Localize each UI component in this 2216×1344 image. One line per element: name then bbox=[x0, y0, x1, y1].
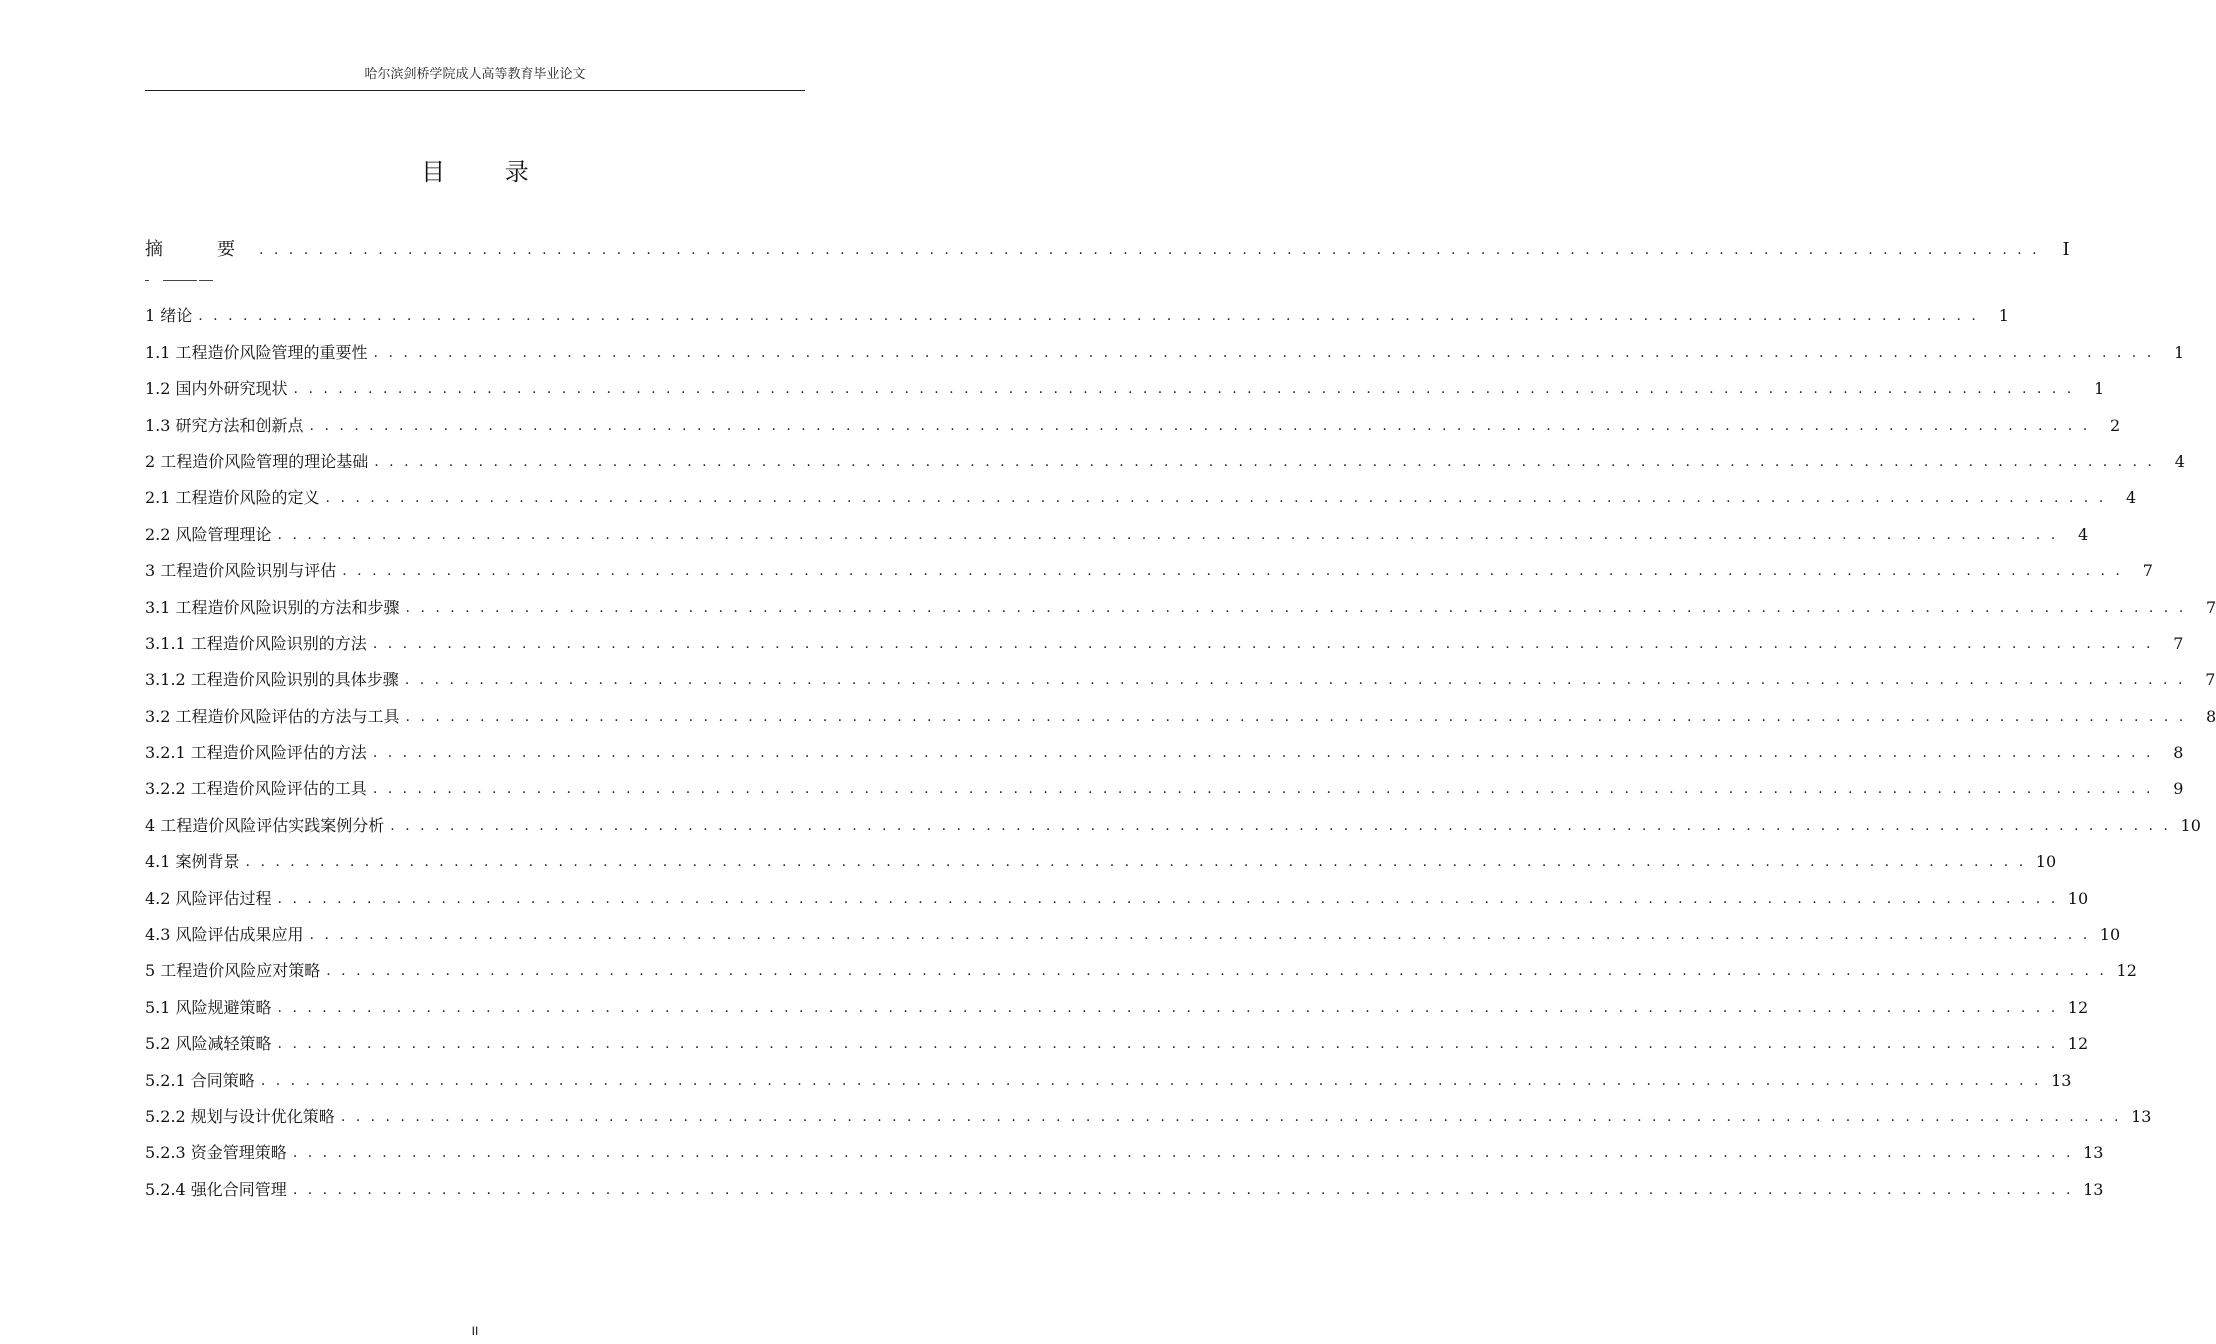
toc-entry-page: 2 bbox=[2109, 415, 2121, 435]
toc-dot-leader: . . . . . . . . . . . . . . . . . . . . . . . . . . . . . . . . . . . . . . . . . . . . . . . . . . . . . . . . . . . . . . . . . . . . . . . . . . . . . . . . . . . . . . . . . . . . . . . . . . . . . . . . . . . . . . . . . . . . . . . . bbox=[342, 563, 2123, 580]
toc-entry-page: 10 bbox=[2035, 852, 2057, 872]
toc-entry[interactable] bbox=[145, 1018, 2089, 1054]
toc-entry[interactable] bbox=[145, 290, 2009, 326]
toc-entry[interactable] bbox=[145, 836, 2057, 872]
toc-entry-label: 5.1 风险规避策略 bbox=[145, 997, 272, 1017]
page-header bbox=[145, 66, 805, 91]
table-of-contents bbox=[145, 224, 2216, 1200]
artifact-mark bbox=[145, 270, 149, 281]
toc-entry-label: 5 工程造价风险应对策略 bbox=[145, 961, 321, 981]
toc-entry-label: 3 工程造价风险识别与评估 bbox=[145, 561, 337, 581]
toc-entry[interactable] bbox=[145, 1091, 2152, 1127]
toc-entry-page: 1 bbox=[2173, 342, 2185, 362]
toc-entry-label: 3.2 工程造价风险评估的方法与工具 bbox=[145, 706, 400, 726]
toc-entry[interactable] bbox=[145, 224, 2070, 260]
toc-entry[interactable] bbox=[145, 545, 2153, 581]
toc-entry-page: 1 bbox=[2093, 379, 2105, 399]
toc-dot-leader: . . . . . . . . . . . . . . . . . . . . . . . . . . . . . . . . . . . . . . . . . . . . . . . . . . . . . . . . . . . . . . . . . . . . . . . . . . . . . . . . . . . . . . . . . . . . . . . . . . . . . . . . . . . . . . . . . . . . . . . . bbox=[277, 890, 2059, 907]
toc-entry-label: 3.1.1 工程造价风险识别的方法 bbox=[145, 633, 367, 653]
toc-dot-leader: . . . . . . . . . . . . . . . . . . . . . . . . . . . . . . . . . . . . . . . . . . . . . . . . . . . . . . . . . . . . . . . . . . . . . . . . . . . . . . . . . . . . . . . . . . . . . . . . . . . . . . . . . . . . . . . . . . . . . . . . bbox=[404, 672, 2186, 689]
toc-dot-leader: . . . . . . . . . . . . . . . . . . . . . . . . . . . . . . . . . . . . . . . . . . . . . . . . . . . . . . . . . . . . . . . . . . . . . . . . . . . . . . . . . . . . . . . . . . . . . . . . . . . . . . . . . . . . . . . . . . . . . . . . bbox=[372, 745, 2154, 762]
rendering-artifact bbox=[145, 260, 805, 290]
toc-entry-label: 5.2.3 资金管理策略 bbox=[145, 1143, 287, 1163]
toc-entry[interactable] bbox=[145, 1054, 2072, 1090]
toc-entry[interactable] bbox=[145, 472, 2137, 508]
toc-entry-label: 3.1 工程造价风险识别的方法和步骤 bbox=[145, 597, 400, 617]
toc-entry[interactable] bbox=[145, 363, 2105, 399]
toc-entry-label: 1.3 研究方法和创新点 bbox=[145, 415, 304, 435]
toc-entry[interactable] bbox=[145, 654, 2216, 690]
toc-dot-leader: . . . . . . . . . . . . . . . . . . . . . . . . . . . . . . . . . . . . . . . . . . . . . . . . . . . . . . . . . . . . . . . . . . . . . . . . . . . . . . . . . . . . . . . . . . . . . . . . . . . . . . . . . . . . . . . . . . . . . . . . bbox=[309, 417, 2091, 434]
toc-dot-leader: . . . . . . . . . . . . . . . . . . . . . . . . . . . . . . . . . . . . . . . . . . . . . . . . . . . . . . . . . . . . . . . . . . . . . . . . . . . . . . . . . . . . . . . . . . . . . . . . . . . . . . . . . . . . . . . . . . . . . . . . bbox=[198, 308, 1979, 325]
artifact-mark bbox=[163, 270, 197, 281]
toc-entry[interactable] bbox=[145, 1127, 2104, 1163]
toc-entry-label: 5.2 风险减轻策略 bbox=[145, 1034, 272, 1054]
toc-entry-page: 10 bbox=[2180, 815, 2201, 835]
toc-entry-page: 4 bbox=[2125, 488, 2137, 508]
toc-entry-label: 5.2.1 合同策略 bbox=[145, 1070, 255, 1090]
toc-entry-page: 8 bbox=[2205, 706, 2216, 726]
toc-title: 目 录 bbox=[421, 158, 555, 186]
toc-entry-page: 1 bbox=[1998, 306, 2009, 326]
toc-dot-leader: . . . . . . . . . . . . . . . . . . . . . . . . . . . . . . . . . . . . . . . . . . . . . . . . . . . . . . . . . . . . . . . . . . . . . . . . . . . . . . . . . . . . . . . . . . . . . . . . . . . . . . . . . . . . . . . . . . . . . . . . bbox=[277, 1036, 2059, 1053]
toc-dot-leader: . . . . . . . . . . . . . . . . . . . . . . . . . . . . . . . . . . . . . . . . . . . . . . . . . . . . . . . . . . . . . . . . . . . . . . . . . . . . . . . . . . . . . . . . . . . . . . . . . . . . . . . . . . . . . . . . . . . . . . . . bbox=[374, 453, 2155, 470]
toc-entry-page: 12 bbox=[2116, 961, 2137, 981]
toc-entry-label: 3.1.2 工程造价风险识别的具体步骤 bbox=[145, 670, 399, 690]
toc-entry[interactable] bbox=[145, 618, 2184, 654]
toc-entry[interactable] bbox=[145, 1163, 2104, 1199]
toc-entry-label: 2.1 工程造价风险的定义 bbox=[145, 488, 320, 508]
toc-entry-page: 8 bbox=[2173, 743, 2184, 763]
toc-entry-label: 摘 要 bbox=[145, 239, 253, 260]
toc-entry[interactable] bbox=[145, 436, 2185, 472]
footer-page-number: II bbox=[471, 1324, 479, 1338]
toc-entry[interactable] bbox=[145, 799, 2201, 835]
toc-entry-label: 4.1 案例背景 bbox=[145, 852, 240, 872]
toc-entry-label: 5.2.4 强化合同管理 bbox=[145, 1179, 287, 1199]
toc-entry-page: 13 bbox=[2131, 1106, 2152, 1126]
toc-entry-label: 4.2 风险评估过程 bbox=[145, 888, 272, 908]
toc-entry[interactable] bbox=[145, 945, 2137, 981]
toc-entry[interactable] bbox=[145, 690, 2216, 726]
toc-entry-page: 9 bbox=[2173, 779, 2184, 799]
toc-entry-label: 3.2.2 工程造价风险评估的工具 bbox=[145, 779, 367, 799]
toc-entry-page: 13 bbox=[2083, 1143, 2104, 1163]
toc-dot-leader: . . . . . . . . . . . . . . . . . . . . . . . . . . . . . . . . . . . . . . . . . . . . . . . . . . . . . . . . . . . . . . . . . . . . . . . . . . . . . . . . . . . . . . . . . . . . . . . . . . . . . . . . . . . . . . . . . . . . . . . . bbox=[277, 999, 2059, 1016]
toc-entry-page: 13 bbox=[2051, 1070, 2072, 1090]
toc-entry-page: 12 bbox=[2067, 997, 2089, 1017]
toc-entry-label: 4.3 风险评估成果应用 bbox=[145, 925, 304, 945]
toc-entry-page: I bbox=[2062, 239, 2070, 260]
toc-entry[interactable] bbox=[145, 508, 2089, 544]
toc-entry-label: 2.2 风险管理理论 bbox=[145, 524, 272, 544]
toc-entry-label: 5.2.2 规划与设计优化策略 bbox=[145, 1106, 335, 1126]
toc-entry-page: 4 bbox=[2174, 451, 2185, 471]
toc-entry-page: 4 bbox=[2077, 524, 2089, 544]
toc-entry-page: 12 bbox=[2067, 1034, 2089, 1054]
toc-dot-leader: . . . . . . . . . . . . . . . . . . . . . . . . . . . . . . . . . . . . . . . . . . . . . . . . . . . . . . . . . . . . . . . . . . . . . . . . . . . . . . . . . . . . . . . . . . . . . . . . . . . . . . . . . . . . . . . . . . . . . . . . bbox=[292, 1145, 2074, 1162]
toc-dot-leader: . . . . . . . . . . . . . . . . . . . . . . . . . . . . . . . . . . . . . . . . . . . . . . . . . . . . . . . . . . . . . . . . . . . . . . . . . . . . . . . . . . . . . . . . . . . . . . . . . . . . . . . . . . . . . . . . . . . . . . . . bbox=[390, 817, 2171, 834]
toc-entry-label: 1.2 国内外研究现状 bbox=[145, 379, 288, 399]
toc-entry-page: 10 bbox=[2067, 888, 2089, 908]
toc-entry-page: 7 bbox=[2142, 561, 2153, 581]
toc-dot-leader: . . . . . . . . . . . . . . . . . . . . . . . . . . . . . . . . . . . . . . . . . . . . . . . . . . . . . . . . . . . . . . . . . . . . . . . . . . . . . . . . . . . . . . . . . . . . . . . . . . . . . . . . . . . . . . . . . . . . . . . . bbox=[309, 927, 2091, 944]
toc-dot-leader: . . . . . . . . . . . . . . . . . . . . . . . . . . . . . . . . . . . . . . . . . . . . . . . . . . . . . . . . . . . . . . . . . . . . . . . . . . . . . . . . . . . . . . . . . . . . . . . . . . . . . . . . . . . . . . . . . . . . . . . . bbox=[293, 381, 2075, 398]
toc-dot-leader: . . . . . . . . . . . . . . . . . . . . . . . . . . . . . . . . . . . . . . . . . . . . . . . . . . . . . . . . . . . . . . . . . . . . . . . . . . . . . . . . . . . . . . . . . . . . . . . . . . . . . . . . . . . . . . . . . . . . . . . . bbox=[340, 1108, 2122, 1125]
toc-dot-leader: . . . . . . . . . . . . . . . . . . . . . . . . . . . . . . . . . . . . . . . . . . . . . . . . . . . . . . . . . . . . . . . . . . . . . . . . . . . . . . . . . . . . . . . . . . . . . . . . . . . . . . . . . . . . . . . . . . . . . . . . bbox=[260, 1072, 2042, 1089]
toc-entry-label: 2 工程造价风险管理的理论基础 bbox=[145, 451, 369, 471]
toc-entry[interactable] bbox=[145, 727, 2184, 763]
toc-entry-page: 7 bbox=[2173, 633, 2184, 653]
toc-entry-label: 1.1 工程造价风险管理的重要性 bbox=[145, 342, 368, 362]
toc-entry-page: 7 bbox=[2205, 670, 2216, 690]
toc-entry-page: 7 bbox=[2205, 597, 2216, 617]
toc-dot-leader: . . . . . . . . . . . . . . . . . . . . . . . . . . . . . . . . . . . . . . . . . . . . . . . . . . . . . . . . . . . . . . . . . . . . . . . . . . . . . . . . . . . . . . . . . . . . . . . . . . . . . . . . . . . . . . . . . . . . . . . . bbox=[372, 781, 2154, 798]
toc-entry[interactable] bbox=[145, 981, 2089, 1017]
toc-entry-page: 13 bbox=[2083, 1179, 2104, 1199]
toc-dot-leader: . . . . . . . . . . . . . . . . . . . . . . . . . . . . . . . . . . . . . . . . . . . . . . . . . . . . . . . . . . . . . . . . . . . . . . . . . . . . . . . . . . . . . . . . . . . . . . . . . . . . . . . . . . . . . . . . . . . . . . . . bbox=[259, 242, 2040, 258]
toc-dot-leader: . . . . . . . . . . . . . . . . . . . . . . . . . . . . . . . . . . . . . . . . . . . . . . . . . . . . . . . . . . . . . . . . . . . . . . . . . . . . . . . . . . . . . . . . . . . . . . . . . . . . . . . . . . . . . . . . . . . . . . . . bbox=[326, 963, 2107, 980]
toc-dot-leader: . . . . . . . . . . . . . . . . . . . . . . . . . . . . . . . . . . . . . . . . . . . . . . . . . . . . . . . . . . . . . . . . . . . . . . . . . . . . . . . . . . . . . . . . . . . . . . . . . . . . . . . . . . . . . . . . . . . . . . . . bbox=[277, 526, 2059, 543]
toc-entry[interactable] bbox=[145, 763, 2184, 799]
toc-dot-leader: . . . . . . . . . . . . . . . . . . . . . . . . . . . . . . . . . . . . . . . . . . . . . . . . . . . . . . . . . . . . . . . . . . . . . . . . . . . . . . . . . . . . . . . . . . . . . . . . . . . . . . . . . . . . . . . . . . . . . . . . bbox=[372, 635, 2154, 652]
toc-entry-label: 4 工程造价风险评估实践案例分析 bbox=[145, 815, 385, 835]
toc-dot-leader: . . . . . . . . . . . . . . . . . . . . . . . . . . . . . . . . . . . . . . . . . . . . . . . . . . . . . . . . . . . . . . . . . . . . . . . . . . . . . . . . . . . . . . . . . . . . . . . . . . . . . . . . . . . . . . . . . . . . . . . . bbox=[245, 854, 2027, 871]
toc-dot-leader: . . . . . . . . . . . . . . . . . . . . . . . . . . . . . . . . . . . . . . . . . . . . . . . . . . . . . . . . . . . . . . . . . . . . . . . . . . . . . . . . . . . . . . . . . . . . . . . . . . . . . . . . . . . . . . . . . . . . . . . . bbox=[405, 599, 2187, 616]
toc-entry[interactable] bbox=[145, 399, 2121, 435]
toc-dot-leader: . . . . . . . . . . . . . . . . . . . . . . . . . . . . . . . . . . . . . . . . . . . . . . . . . . . . . . . . . . . . . . . . . . . . . . . . . . . . . . . . . . . . . . . . . . . . . . . . . . . . . . . . . . . . . . . . . . . . . . . . bbox=[405, 708, 2187, 725]
header-title: 哈尔滨剑桥学院成人高等教育毕业论文 bbox=[364, 67, 586, 82]
toc-entry-page: 10 bbox=[2099, 925, 2121, 945]
toc-entry[interactable] bbox=[145, 909, 2121, 945]
toc-entry[interactable] bbox=[145, 326, 2185, 362]
toc-entry-label: 3.2.1 工程造价风险评估的方法 bbox=[145, 743, 367, 763]
artifact-mark bbox=[199, 270, 213, 281]
toc-entry[interactable] bbox=[145, 581, 2216, 617]
toc-entry-label: 1 绪论 bbox=[145, 306, 193, 326]
toc-dot-leader: . . . . . . . . . . . . . . . . . . . . . . . . . . . . . . . . . . . . . . . . . . . . . . . . . . . . . . . . . . . . . . . . . . . . . . . . . . . . . . . . . . . . . . . . . . . . . . . . . . . . . . . . . . . . . . . . . . . . . . . . bbox=[292, 1181, 2074, 1198]
toc-dot-leader: . . . . . . . . . . . . . . . . . . . . . . . . . . . . . . . . . . . . . . . . . . . . . . . . . . . . . . . . . . . . . . . . . . . . . . . . . . . . . . . . . . . . . . . . . . . . . . . . . . . . . . . . . . . . . . . . . . . . . . . . bbox=[325, 490, 2107, 507]
toc-entry[interactable] bbox=[145, 872, 2089, 908]
toc-dot-leader: . . . . . . . . . . . . . . . . . . . . . . . . . . . . . . . . . . . . . . . . . . . . . . . . . . . . . . . . . . . . . . . . . . . . . . . . . . . . . . . . . . . . . . . . . . . . . . . . . . . . . . . . . . . . . . . . . . . . . . . . bbox=[373, 344, 2155, 361]
